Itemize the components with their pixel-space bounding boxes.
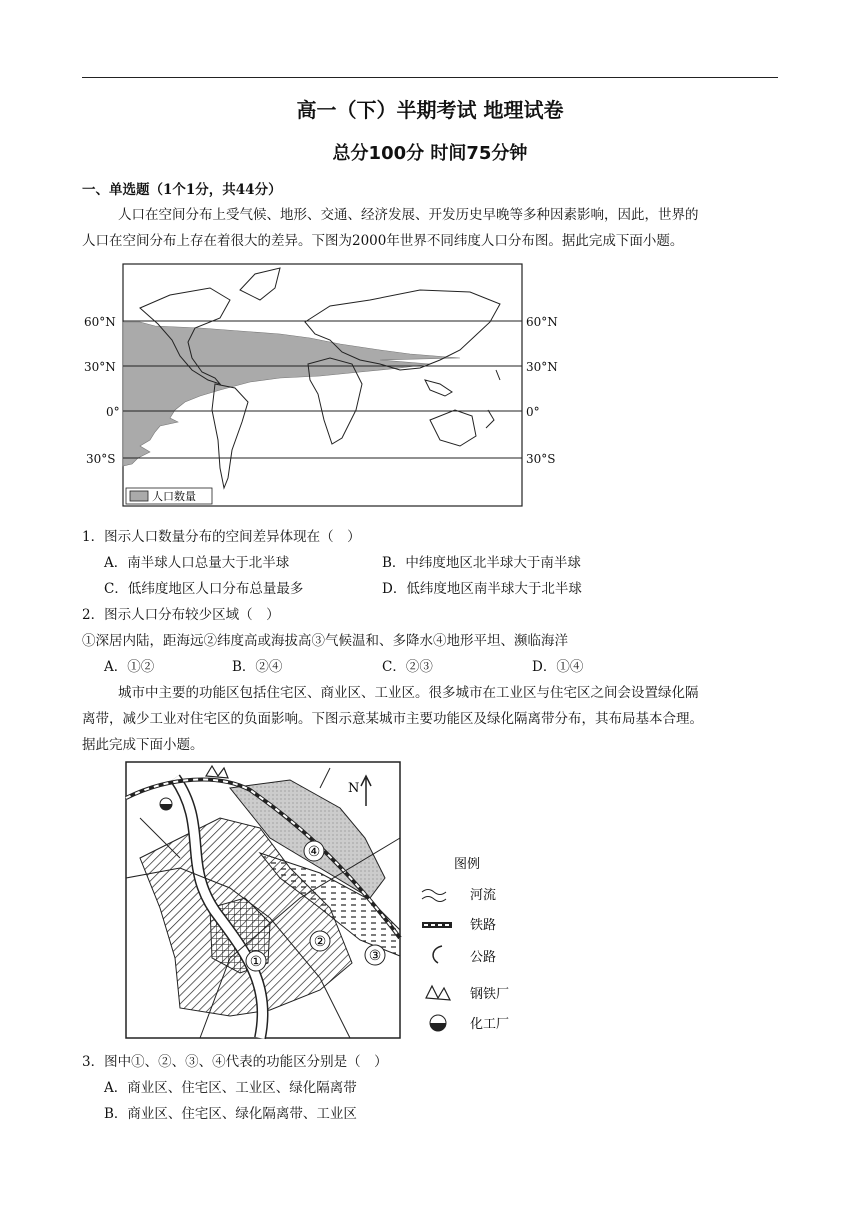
lat-label-30n-right: 30°N: [526, 360, 558, 374]
lat-label-0-left: 0°: [106, 405, 120, 419]
q1-option-b[interactable]: B．中纬度地区北半球大于南半球: [382, 555, 581, 571]
exam-subtitle: 总分100分 时间75分钟: [332, 143, 528, 164]
legend-river: 河流: [470, 888, 497, 903]
q2-option-a[interactable]: A．①②: [104, 659, 155, 675]
world-population-map: [80, 260, 570, 510]
lat-label-30s-left: 30°S: [86, 452, 116, 466]
legend-population: 人口数量: [152, 490, 196, 503]
zone-1-label: ①: [249, 954, 263, 970]
q1-option-d[interactable]: D．低纬度地区南半球大于北半球: [382, 581, 582, 597]
q3-option-a[interactable]: A．商业区、住宅区、工业区、绿化隔离带: [104, 1080, 357, 1096]
river-legend-icon: [422, 890, 446, 902]
intro2-line1: 城市中主要的功能区包括住宅区、商业区、工业区。很多城市在工业区与住宅区之间会设置绿化隔: [118, 685, 699, 701]
top-rule: [82, 77, 778, 78]
q3-option-b[interactable]: B．商业区、住宅区、绿化隔离带、工业区: [104, 1106, 357, 1122]
intro1-line1: 人口在空间分布上受气候、地形、交通、经济发展、开发历史早晚等多种因素影响，因此，世界的: [118, 207, 699, 223]
q2-option-c[interactable]: C．②③: [382, 659, 433, 675]
north-label: N: [348, 781, 360, 796]
q2-option-d[interactable]: D．①④: [532, 659, 584, 675]
section-heading: 一、单选题（1个1分，共44分）: [82, 182, 282, 198]
lat-label-60n-right: 60°N: [526, 315, 558, 329]
lat-label-30s-right: 30°S: [526, 452, 556, 466]
q1-option-a[interactable]: A．南半球人口总量大于北半球: [104, 555, 290, 571]
legend-road: 公路: [470, 950, 497, 965]
exam-title: 高一（下）半期考试 地理试卷: [296, 98, 564, 122]
road-legend-icon: [433, 946, 442, 963]
intro2-line2: 离带，减少工业对住宅区的负面影响。下图示意某城市主要功能区及绿化隔离带分布，其布局基本合理。: [82, 711, 703, 727]
chemical-legend-icon: [430, 1015, 446, 1031]
zone-2-label: ②: [313, 934, 327, 950]
q3-stem: 3．图中①、②、③、④代表的功能区分别是（ ）: [82, 1054, 388, 1070]
intro1-line2: 人口在空间分布上存在着很大的差异。下图为2000年世界不同纬度人口分布图。据此完成下面小题。: [82, 233, 684, 249]
q1-stem: 1．图示人口数量分布的空间差异体现在（ ）: [82, 529, 361, 545]
chemical-plant-icon: [160, 798, 172, 810]
legend-railway: 铁路: [470, 918, 497, 933]
lat-label-60n-left: 60°N: [84, 315, 116, 329]
q2-stem: 2．图示人口分布较少区域（ ）: [82, 607, 280, 623]
city-zone-map: [120, 758, 540, 1043]
q1-option-c[interactable]: C．低纬度地区人口分布总量最多: [104, 581, 304, 597]
steel-legend-icon: [426, 986, 450, 1000]
zone-4-label: ④: [307, 844, 321, 860]
intro2-line3: 据此完成下面小题。: [82, 737, 204, 753]
zone-3-label: ③: [368, 948, 382, 964]
q2-option-b[interactable]: B．②④: [232, 659, 283, 675]
legend-swatch: [130, 491, 148, 501]
lat-label-30n-left: 30°N: [84, 360, 116, 374]
legend-chemical: 化工厂: [470, 1017, 510, 1032]
legend-title: 图例: [454, 857, 481, 872]
lat-label-0-right: 0°: [526, 405, 540, 419]
legend-steel: 钢铁厂: [470, 987, 510, 1002]
q2-options-line: ①深居内陆，距海远②纬度高或海拔高③气候温和、多降水④地形平坦、濒临海洋: [82, 633, 568, 649]
